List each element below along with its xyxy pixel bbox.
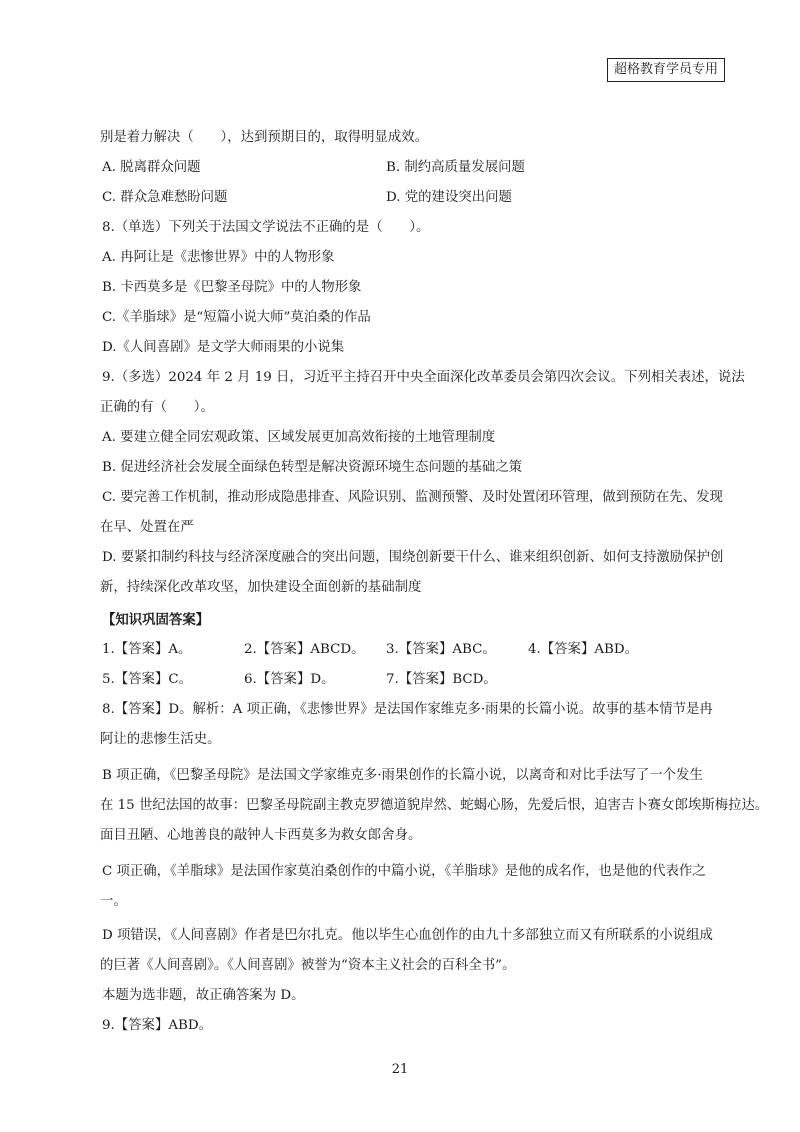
explanation-d-line2: 的巨著《人间喜剧》。《人间喜剧》被誉为“资本主义社会的百科全书”。: [100, 958, 516, 973]
q7-option-a: A. 脱离群众问题: [102, 160, 201, 175]
q9-option-b: B. 促进经济社会发展全面绿色转型是解决资源环境生态问题的基础之策: [102, 460, 523, 475]
explanation-conclusion: 本题为选非题，故正确答案为 D。: [102, 988, 305, 1003]
answer-8-line2: 阿让的悲惨生活史。: [100, 732, 221, 747]
q9-stem-line1: 9.（多选）2024 年 2 月 19 日，习近平主持召开中央全面深化改革委员会第四次会议。下列相关表述，说法: [102, 370, 745, 385]
q8-option-c: C.《羊脂球》是“短篇小说大师”莫泊桑的作品: [102, 310, 371, 325]
explanation-b-line1: B 项正确，《巴黎圣母院》是法国文学家维克多·雨果创作的长篇小说，以离奇和对比手法写了一个发生: [102, 768, 703, 783]
answer-6: 6.【答案】D。: [244, 672, 335, 687]
answer-4: 4.【答案】ABD。: [528, 642, 638, 657]
q7-tail: 别是着力解决（ ），达到预期目的，取得明显成效。: [100, 130, 429, 145]
q9-option-c-line2: 在早、处置在严: [100, 520, 194, 535]
answers-heading: 【知识巩固答案】: [102, 612, 210, 628]
answer-2: 2.【答案】ABCD。: [244, 642, 365, 657]
explanation-b-line3: 面目丑陋、心地善良的敲钟人卡西莫多为救女郎舍身。: [100, 828, 422, 843]
q8-option-d: D.《人间喜剧》是文学大师雨果的小说集: [102, 340, 345, 355]
header-badge: 超格教育学员专用: [607, 58, 725, 82]
q8-option-b: B. 卡西莫多是《巴黎圣母院》中的人物形象: [102, 280, 362, 295]
q7-option-c: C. 群众急难愁盼问题: [102, 190, 228, 205]
q9-option-d-line1: D. 要紧扣制约科技与经济深度融合的突出问题，围绕创新要干什么、谁来组织创新、如何支持激励保护创: [102, 550, 724, 565]
answer-9: 9.【答案】ABD。: [102, 1018, 212, 1033]
page-number: 21: [391, 1062, 409, 1077]
answer-3: 3.【答案】ABC。: [386, 642, 496, 657]
q9-option-d-line2: 新，持续深化改革攻坚，加快建设全面创新的基础制度: [100, 580, 422, 595]
answer-7: 7.【答案】BCD。: [386, 672, 497, 687]
q7-option-d: D. 党的建设突出问题: [386, 190, 512, 205]
q9-option-c-line1: C. 要完善工作机制，推动形成隐患排查、风险识别、监测预警、及时处置闭环管理，做到预防在先、发现: [102, 490, 723, 505]
answer-8-line1: 8.【答案】D。解析：A 项正确，《悲惨世界》是法国作家维克多·雨果的长篇小说。故事的基本情节是冉: [102, 702, 713, 717]
q7-option-b: B. 制约高质量发展问题: [386, 160, 525, 175]
explanation-c-line1: C 项正确，《羊脂球》是法国作家莫泊桑创作的中篇小说，《羊脂球》是他的成名作，也是他的代表作之: [102, 864, 706, 879]
answer-1: 1.【答案】A。: [102, 642, 192, 657]
q8-option-a: A. 冉阿让是《悲惨世界》中的人物形象: [102, 250, 335, 265]
answer-5: 5.【答案】C。: [102, 672, 192, 687]
explanation-d-line1: D 项错误，《人间喜剧》作者是巴尔扎克。他以毕生心血创作的由九十多部独立而又有所联系的小说组成: [102, 928, 713, 943]
explanation-c-line2: 一。: [100, 894, 127, 909]
q9-option-a: A. 要建立健全同宏观政策、区域发展更加高效衔接的土地管理制度: [102, 430, 496, 445]
q9-stem-line2: 正确的有（ ）。: [100, 400, 214, 415]
q8-stem: 8.（单选）下列关于法国文学说法不正确的是（ ）。: [102, 220, 430, 235]
explanation-b-line2: 在 15 世纪法国的故事：巴黎圣母院副主教克罗德道貌岸然、蛇蝎心肠，先爱后恨，迫害吉卜赛女郎埃斯梅拉达。: [100, 798, 769, 813]
